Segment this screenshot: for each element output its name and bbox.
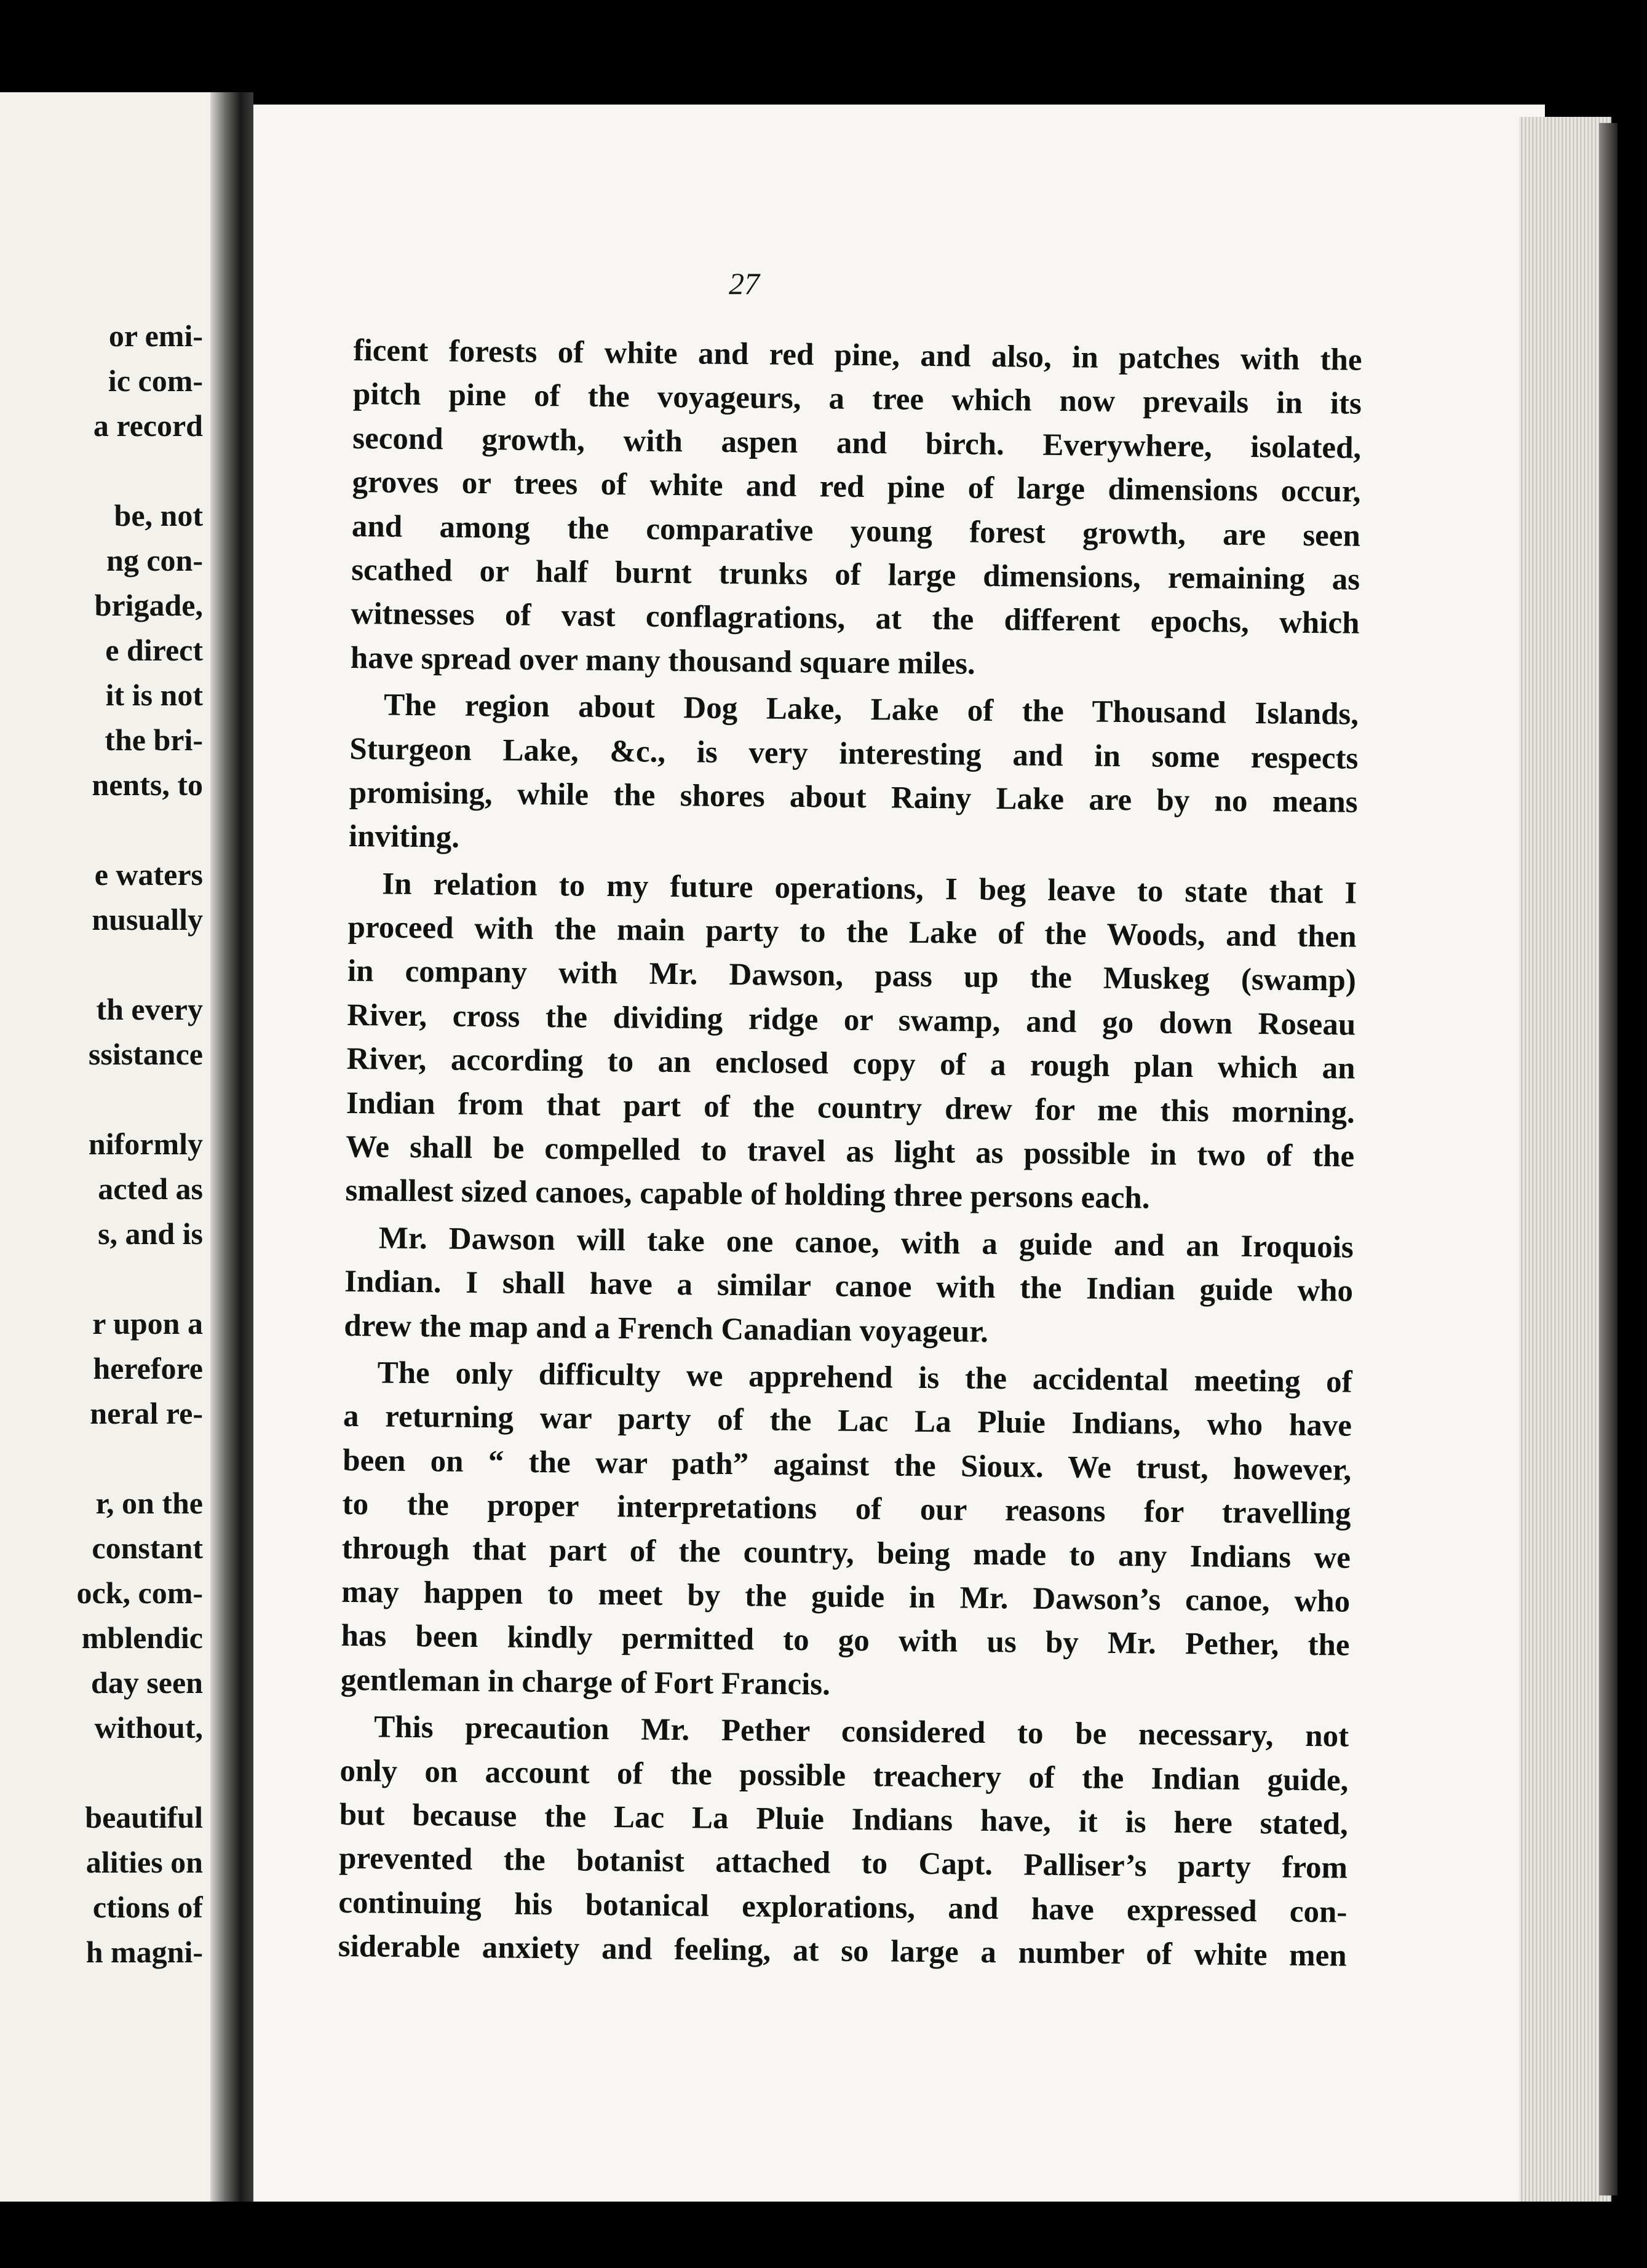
- text-line: proceed with the main party to the Lake of the Woods, and then: [347, 910, 1357, 954]
- left-page-line: h magni-: [85, 1935, 203, 1969]
- left-page-line: nusually: [92, 902, 203, 937]
- text-line: only on account of the possible treachery of the Indian guide,: [339, 1753, 1349, 1798]
- text-line: gentleman in charge of Fort Francis.: [340, 1662, 831, 1702]
- text-line: Sturgeon Lake, &c., is very interesting and in some respects: [349, 731, 1359, 776]
- text-line: ficent forests of white and red pine, and also, in patches with the: [353, 333, 1362, 378]
- left-page-line: mblendic: [81, 1620, 203, 1655]
- text-line: but because the Lac La Pluie Indians have, it is here stated,: [339, 1797, 1349, 1842]
- text-line: The region about Dog Lake, Lake of the Thousand Islands,: [383, 688, 1359, 732]
- left-page-line: e waters: [94, 857, 203, 892]
- left-page-line: [0, 807, 203, 852]
- text-line: promising, while the shores about Rainy Lake are by no means: [349, 775, 1358, 820]
- paragraph: [344, 1216, 1354, 1358]
- text-line: continuing his botanical explorations, and have expressed con-: [338, 1885, 1347, 1930]
- left-page-line: ock, com-: [76, 1576, 203, 1610]
- left-page-line: constant: [92, 1531, 203, 1565]
- text-line: through that part of the country, being made to any Indians we: [341, 1531, 1351, 1576]
- left-page-line: be, not: [114, 498, 203, 533]
- text-line: Indian from that part of the country drew for me this morning.: [346, 1085, 1355, 1130]
- left-page-line: ic com-: [108, 363, 203, 398]
- text-line: has been kindly permitted to go with us by Mr. Pether, the: [341, 1619, 1350, 1663]
- text-line: to the proper interpretations of our reasons for travelling: [342, 1487, 1351, 1531]
- left-page-line: ng con-: [106, 543, 203, 577]
- text-line: River, cross the dividing ridge or swamp, and go down Roseau: [347, 997, 1356, 1042]
- left-page-line: day seen: [91, 1665, 203, 1700]
- text-line: inviting.: [348, 819, 460, 855]
- left-page-line: neral re-: [90, 1396, 203, 1430]
- left-page-line: [0, 1750, 203, 1795]
- left-page-line: beautiful: [85, 1800, 203, 1834]
- left-page-line: or emi-: [108, 319, 203, 353]
- text-line: witnesses of vast conflagrations, at the different epochs, which: [351, 597, 1360, 641]
- text-line: been on “ the war path” against the Sioux. We trust, however,: [343, 1443, 1352, 1488]
- text-line: In relation to my future operations, I beg leave to state that I: [382, 866, 1357, 911]
- left-page-line: a record: [93, 408, 203, 443]
- text-line: groves or trees of white and red pine of large dimensions occur,: [352, 465, 1361, 509]
- text-line: This precaution Mr. Pether considered to be necessary, not: [373, 1710, 1349, 1754]
- left-page-line: alities on: [85, 1845, 203, 1879]
- left-page-line: brigade,: [94, 588, 203, 622]
- page-body-text: [338, 329, 1362, 1978]
- paragraph: [341, 1351, 1352, 1712]
- left-page-line: th every: [96, 992, 203, 1026]
- text-line: in company with Mr. Dawson, pass up the Muskeg (swamp): [347, 954, 1357, 999]
- text-line: Indian. I shall have a similar canoe with the Indian guide who: [344, 1264, 1354, 1309]
- left-page-line: acted as: [98, 1172, 203, 1206]
- left-page-line: e direct: [105, 633, 203, 667]
- paragraph: [345, 862, 1357, 1223]
- left-page-line: the bri-: [105, 723, 203, 757]
- left-page-line: it is not: [105, 678, 203, 712]
- text-line: The only difficulty we apprehend is the accidental meeting of: [377, 1355, 1352, 1400]
- text-line: may happen to meet by the guide in Mr. Dawson’s canoe, who: [341, 1574, 1351, 1619]
- text-line: smallest sized canoes, capable of holding three persons each.: [345, 1173, 1150, 1216]
- left-page-line: [0, 942, 203, 987]
- left-page-line: [0, 448, 203, 493]
- paragraph: [351, 329, 1362, 690]
- paragraph: [349, 683, 1359, 868]
- left-page-line: without,: [94, 1710, 203, 1745]
- text-line: siderable anxiety and feeling, at so large a number of white men: [338, 1929, 1347, 1973]
- left-page-line: herefore: [93, 1351, 203, 1386]
- book-fore-edge: [1519, 117, 1611, 2202]
- left-page-line: nents, to: [92, 767, 203, 802]
- left-page-text-fragments: [0, 314, 203, 1975]
- text-line: Mr. Dawson will take one canoe, with a guide and an Iroquois: [378, 1221, 1354, 1265]
- left-page-line: ssistance: [88, 1037, 203, 1071]
- left-page-line: r, on the: [95, 1486, 203, 1520]
- fore-edge-shadow: [1599, 123, 1617, 2195]
- text-line: pitch pine of the voyageurs, a tree which now prevails in its: [352, 377, 1362, 422]
- text-line: a returning war party of the Lac La Pluie Indians, who have: [343, 1399, 1352, 1444]
- text-line: have spread over many thousand square miles.: [350, 640, 975, 681]
- text-line: River, according to an enclosed copy of a rough plan which an: [346, 1042, 1355, 1086]
- left-page-line: [0, 1077, 203, 1122]
- text-line: second growth, with aspen and birch. Everywhere, isolated,: [352, 421, 1362, 466]
- text-line: We shall be compelled to travel as light as possible in two of the: [345, 1129, 1355, 1174]
- left-page-line: [0, 1436, 203, 1481]
- text-line: drew the map and a French Canadian voyageur.: [344, 1308, 989, 1349]
- paragraph: [338, 1705, 1349, 1978]
- text-line: prevented the botanist attached to Capt. Palliser’s party from: [338, 1841, 1348, 1885]
- book-gutter: [210, 92, 253, 2202]
- left-page-line: ctions of: [92, 1890, 203, 1924]
- left-page-line: s, and is: [98, 1216, 203, 1251]
- left-page-line: [0, 1256, 203, 1301]
- page-number: 27: [729, 266, 760, 301]
- left-page-line: niformly: [88, 1127, 203, 1161]
- text-line: and among the comparative young forest growth, are seen: [351, 509, 1361, 553]
- left-page-line: r upon a: [92, 1306, 203, 1341]
- text-line: scathed or half burnt trunks of large dimensions, remaining as: [351, 552, 1360, 597]
